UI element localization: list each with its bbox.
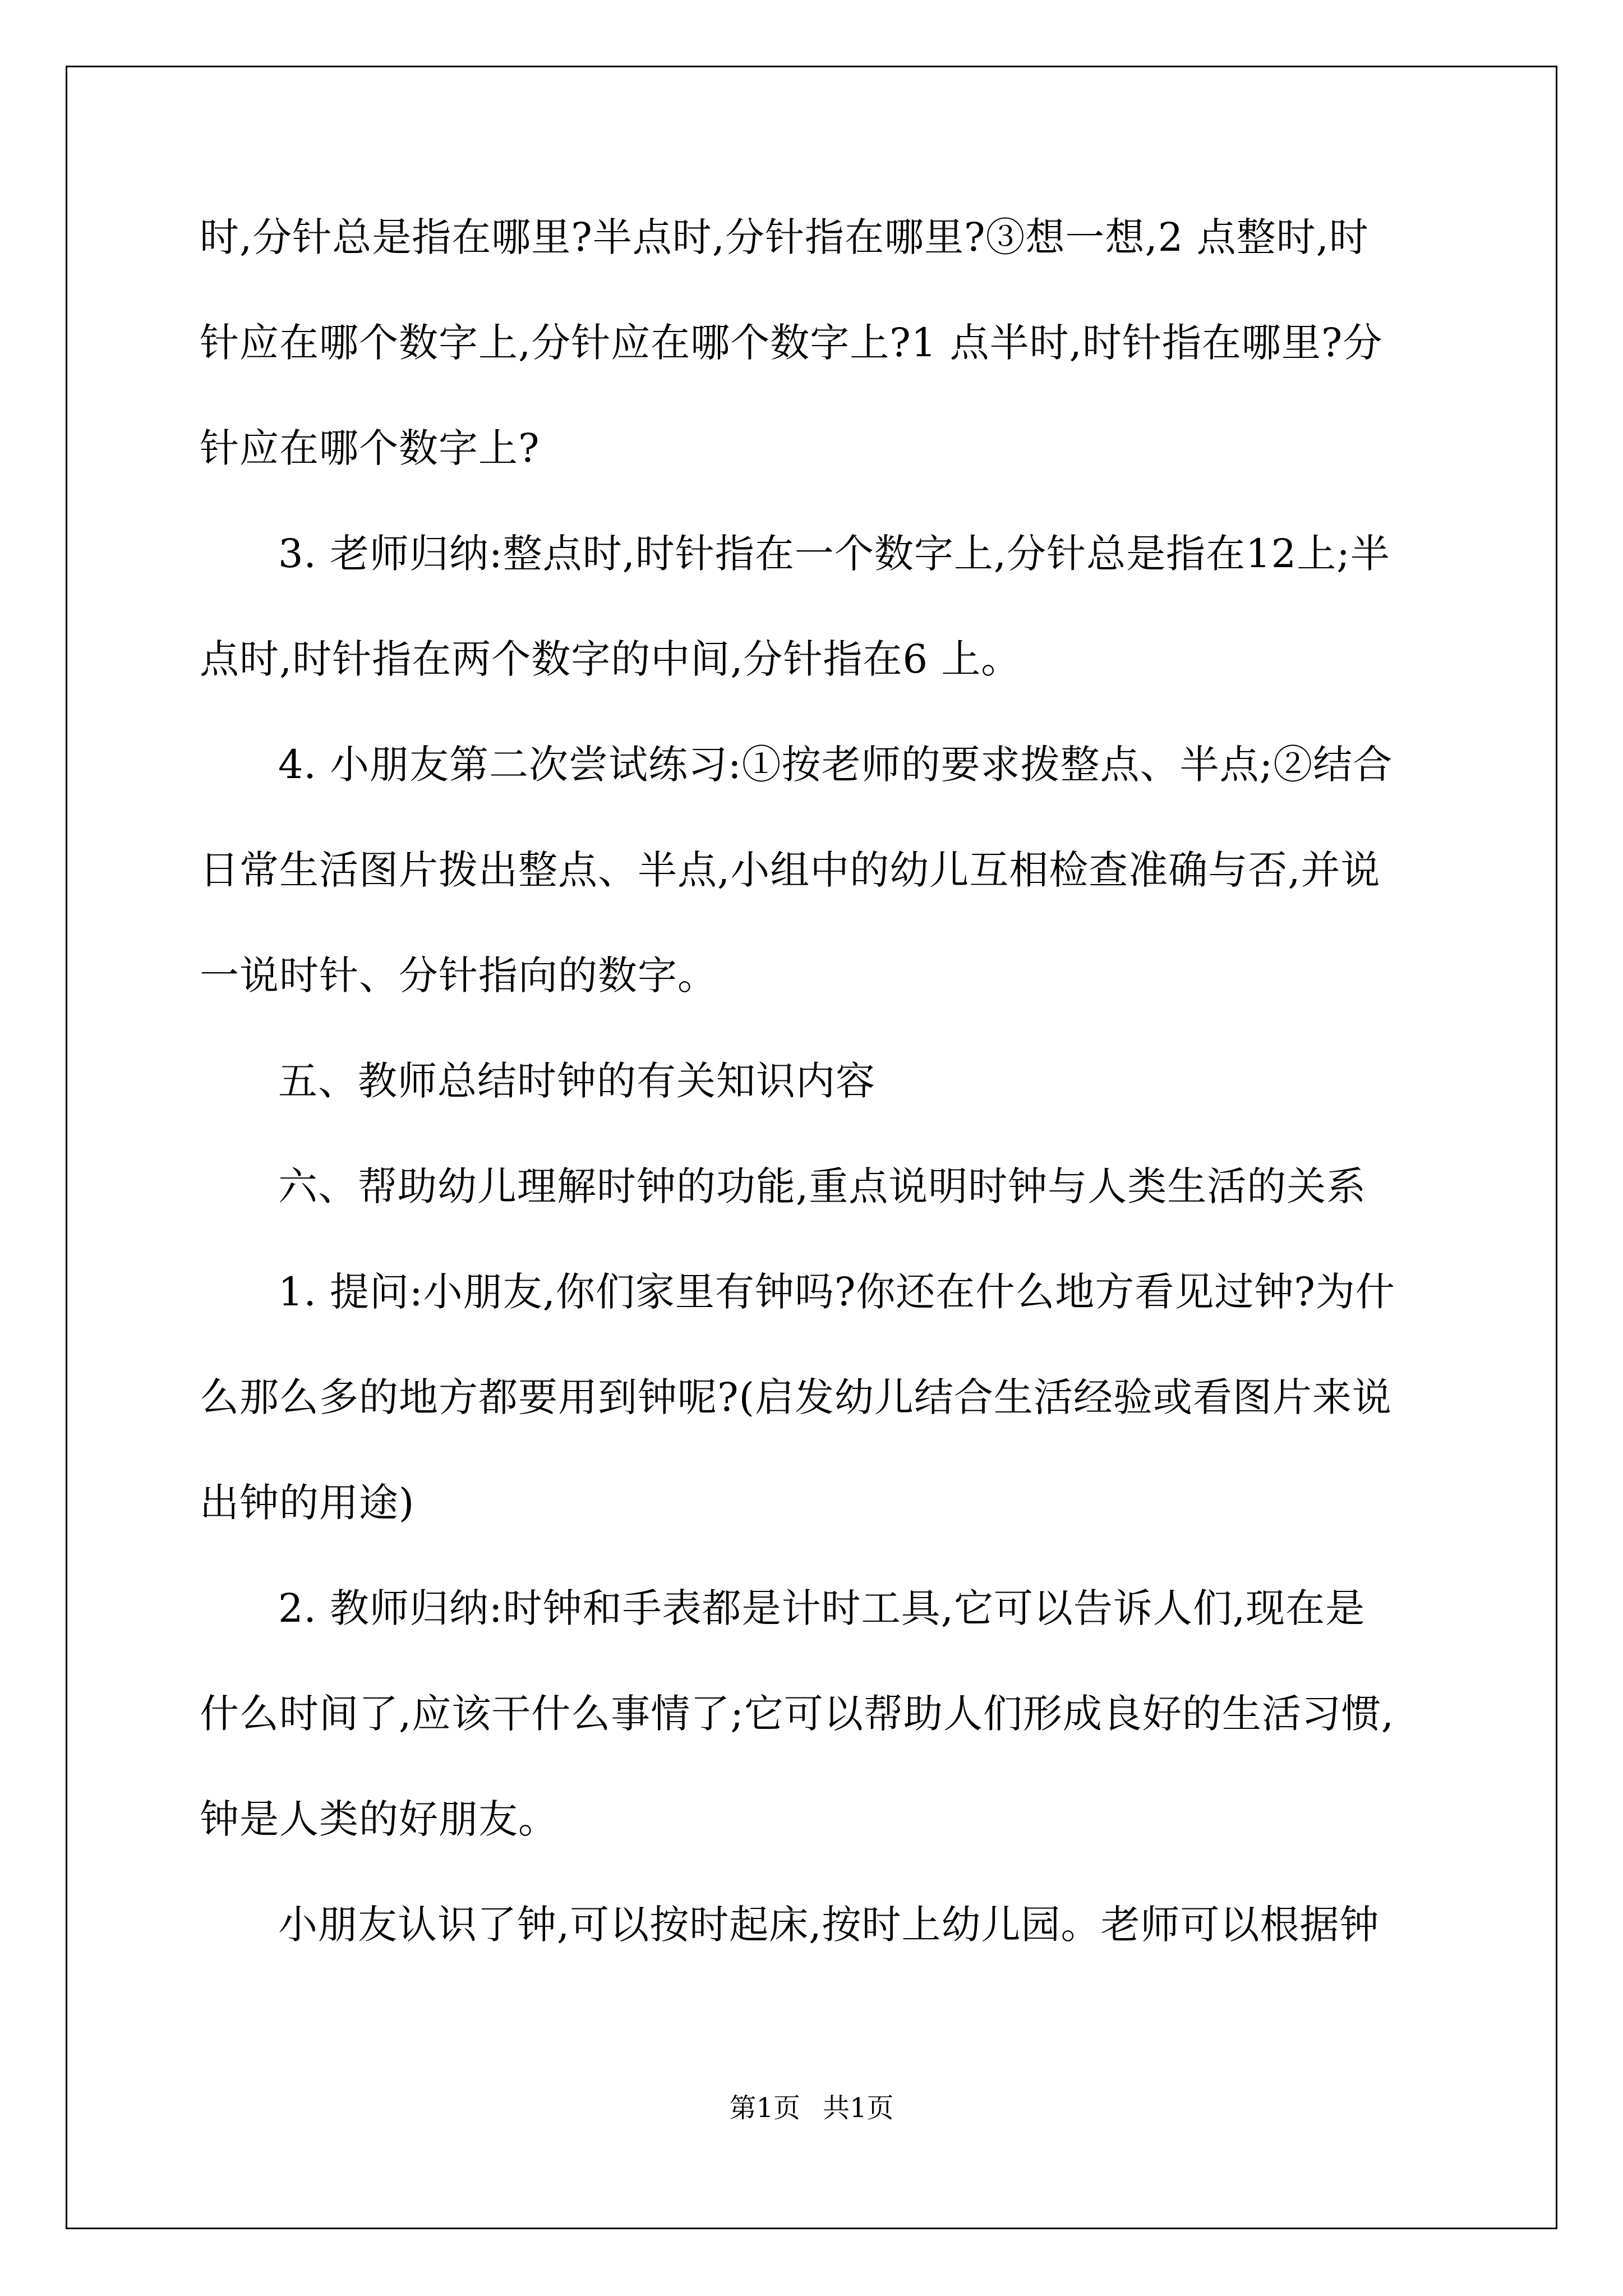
text-line-14: 2. 教师归纳:时钟和手表都是计时工具,它可以告诉人们,现在是 [278,1585,1366,1631]
page-total: 共1页 [823,2092,894,2124]
page-number: 第1页 [729,2092,800,2124]
text-line-17: 小朋友认识了钟,可以按时起床,按时上幼儿园。老师可以根据钟 [278,1902,1380,1948]
text-line-2: 针应在哪个数字上,分针应在哪个数字上?1 点半时,时针指在哪里?分 [200,320,1383,366]
page-footer [0,2091,1623,2125]
text-line-5: 点时,时针指在两个数字的中间,分针指在6 上。 [200,636,1021,682]
text-line-13: 出钟的用途) [200,1480,415,1526]
text-line-3: 针应在哪个数字上? [200,425,540,471]
text-line-11: 1. 提问:小朋友,你们家里有钟吗?你还在什么地方看见过钟?为什 [278,1269,1395,1315]
text-line-7: 日常生活图片拨出整点、半点,小组中的幼儿互相检查准确与否,并说 [200,847,1381,893]
text-line-8: 一说时针、分针指向的数字。 [200,953,717,999]
text-line-15: 什么时间了,应该干什么事情了;它可以帮助人们形成良好的生活习惯, [200,1691,1395,1737]
text-line-6: 4. 小朋友第二次尝试练习:①按老师的要求拨整点、半点;②结合 [278,742,1393,788]
section-heading-5: 五、教师总结时钟的有关知识内容 [278,1058,875,1104]
section-heading-6: 六、帮助幼儿理解时钟的功能,重点说明时钟与人类生活的关系 [278,1163,1367,1209]
text-line-16: 钟是人类的好朋友。 [200,1796,558,1842]
text-line-12: 么那么多的地方都要用到钟呢?(启发幼儿结合生活经验或看图片来说 [200,1374,1392,1420]
text-line-4: 3. 老师归纳:整点时,时针指在一个数字上,分针总是指在12上;半 [278,531,1390,577]
text-line-1: 时,分针总是指在哪里?半点时,分针指在哪里?③想一想,2 点整时,时 [200,214,1369,260]
